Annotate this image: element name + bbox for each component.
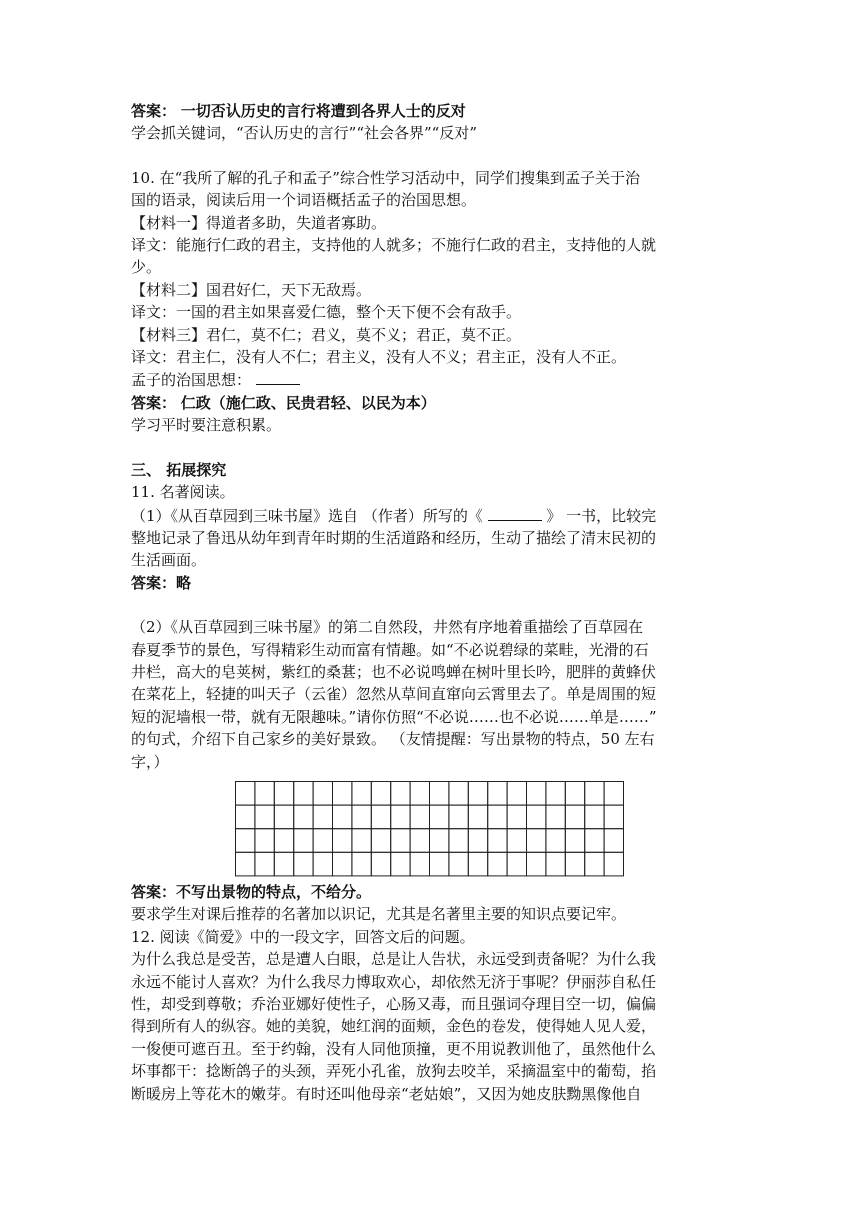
grid-cell bbox=[255, 805, 274, 829]
q10-material-1: 【材料一】得道者多助，失道者寡助。 bbox=[131, 213, 387, 232]
grid-cell bbox=[274, 781, 293, 805]
grid-cell bbox=[488, 852, 507, 876]
q11-p2-line4: 在菜花上，轻捷的叫天子（云雀）忽然从草间直窜向云霄里去了。单是周围的短 bbox=[131, 685, 657, 704]
answer-label: 答案： bbox=[131, 102, 177, 120]
grid-cell bbox=[604, 781, 623, 805]
grid-cell bbox=[236, 805, 255, 829]
grid-cell bbox=[313, 852, 332, 876]
grid-cell bbox=[391, 781, 410, 805]
grid-cell bbox=[410, 781, 429, 805]
q11-p2-line1: （2）《从百草园到三味书屋》的第二自然段，井然有序地着重描绘了百草园在 bbox=[131, 618, 644, 637]
grid-cell bbox=[274, 852, 293, 876]
grid-cell bbox=[468, 805, 487, 829]
grid-cell bbox=[546, 829, 565, 853]
grid-cell bbox=[410, 852, 429, 876]
grid-cell bbox=[488, 805, 507, 829]
grid-cell bbox=[391, 805, 410, 829]
grid-cell bbox=[371, 781, 390, 805]
q12-line4: 得到所有人的纵容。她的美貌，她红润的面颊，金色的卷发，使得她人见人爱， bbox=[131, 1017, 657, 1036]
grid-cell bbox=[565, 781, 584, 805]
q10-prompt: 孟子的治国思想： bbox=[131, 371, 252, 390]
grid-cell bbox=[410, 829, 429, 853]
grid-cell bbox=[507, 805, 526, 829]
grid-cell bbox=[255, 852, 274, 876]
grid-cell bbox=[468, 781, 487, 805]
grid-cell bbox=[527, 805, 546, 829]
q10-translation-2: 译文：一国的君主如果喜爱仁德，整个天下便不会有敌手。 bbox=[131, 303, 522, 322]
grid-cell bbox=[449, 829, 468, 853]
grid-cell bbox=[313, 829, 332, 853]
grid-cell bbox=[604, 805, 623, 829]
grid-cell bbox=[546, 805, 565, 829]
q11-p1-line2: 整地记录了鲁迅从幼年到青年时期的生活道路和经历，生动了描绘了清末民初的 bbox=[131, 528, 657, 547]
grid-cell bbox=[391, 852, 410, 876]
grid-cell bbox=[507, 781, 526, 805]
grid-cell bbox=[371, 829, 390, 853]
book-title-blank bbox=[488, 504, 542, 521]
grid-cell bbox=[565, 852, 584, 876]
grid-cell bbox=[507, 852, 526, 876]
grid-cell bbox=[236, 781, 255, 805]
grid-cell bbox=[468, 829, 487, 853]
grid-cell bbox=[488, 781, 507, 805]
answer-text: 仁政（施仁政、民贵君轻、以民为本） bbox=[180, 393, 436, 412]
grid-cell bbox=[565, 805, 584, 829]
q11-p2-line3: 井栏，高大的皂荚树，紫红的桑葚；也不必说鸣蝉在树叶里长吟，肥胖的黄蜂伏 bbox=[131, 662, 657, 681]
q12-line5: 一俊便可遮百丑。至于约翰，没有人同他顶撞，更不用说教训他了，虽然他什么 bbox=[131, 1039, 657, 1058]
q10-tip: 学习平时要注意积累。 bbox=[131, 416, 282, 435]
grid-cell bbox=[333, 781, 352, 805]
q10-prompt-line bbox=[131, 368, 731, 391]
answer-label: 答案： bbox=[131, 393, 177, 412]
answer-text: 不写出景物的特点，不给分。 bbox=[176, 882, 372, 901]
q12-line7: 断暖房上等花木的嫩芽。有时还叫他母亲“老姑娘”，又因为她皮肤黝黑像他自 bbox=[131, 1084, 642, 1103]
grid-cell bbox=[468, 852, 487, 876]
grid-cell bbox=[255, 781, 274, 805]
grid-cell bbox=[546, 781, 565, 805]
answer-text: 一切否认历史的言行将遭到各界人士的反对 bbox=[180, 102, 466, 120]
grid-cell bbox=[352, 781, 371, 805]
grid-cell bbox=[527, 829, 546, 853]
grid-cell bbox=[565, 829, 584, 853]
q11-p2-line7: 字，） bbox=[131, 752, 169, 771]
grid-cell bbox=[294, 781, 313, 805]
q10-answer-line bbox=[131, 392, 731, 414]
q10-translation-1a: 译文：能施行仁政的君主，支持他的人就多；不施行仁政的君主，支持他的人就 bbox=[131, 236, 657, 255]
q11-p1-line1 bbox=[131, 504, 731, 527]
grid-cell bbox=[294, 852, 313, 876]
q11-p2-line2: 春夏季节的景色，写得精彩生动而富有情趣。如“不必说碧绿的菜畦，光滑的石 bbox=[131, 640, 649, 659]
q10-material-3: 【材料三】君仁，莫不仁；君义，莫不义；君正，莫不正。 bbox=[131, 325, 522, 344]
grid-cell bbox=[585, 805, 604, 829]
q11-tip: 要求学生对课后推荐的名著加以识记，尤其是名著里主要的知识点要记牢。 bbox=[131, 905, 627, 924]
grid-cell bbox=[352, 852, 371, 876]
grid-cell bbox=[604, 852, 623, 876]
grid-cell bbox=[430, 781, 449, 805]
answer-text: 略 bbox=[176, 573, 192, 592]
grid-cell bbox=[430, 829, 449, 853]
grid-cell bbox=[333, 805, 352, 829]
grid-cell bbox=[236, 852, 255, 876]
grid-cell bbox=[527, 781, 546, 805]
q10-material-2: 【材料二】国君好仁，天下无敌焉。 bbox=[131, 280, 372, 299]
q12-line2: 永远不能讨人喜欢？为什么我尽力博取欢心，却依然无济于事呢？伊丽莎自私任 bbox=[131, 972, 657, 991]
q11-p1-line3: 生活画面。 bbox=[131, 551, 207, 570]
q10-translation-3: 译文：君主仁，没有人不仁；君主义，没有人不义；君主正，没有人不正。 bbox=[131, 348, 627, 367]
grid-cell bbox=[294, 829, 313, 853]
q12-line6: 坏事都干：捻断鸽子的头颈，弄死小孔雀，放狗去咬羊，采摘温室中的葡萄，掐 bbox=[131, 1062, 657, 1081]
grid-cell bbox=[333, 852, 352, 876]
q11-p1-part-a: （1）《从百草园到三味书屋》选自 （作者）所写的《 bbox=[131, 506, 483, 525]
answer-line bbox=[131, 100, 731, 122]
grid-cell bbox=[274, 829, 293, 853]
grid-cell bbox=[604, 829, 623, 853]
grid-cell bbox=[352, 829, 371, 853]
answer-blank bbox=[256, 368, 300, 385]
q11-stem: 11. 名著阅读。 bbox=[131, 483, 235, 502]
grid-cell bbox=[507, 829, 526, 853]
q10-stem-1: 10. 在“我所了解的孔子和孟子”综合性学习活动中，同学们搜集到孟子关于治 bbox=[131, 168, 640, 187]
q10-stem-2: 国的语录，阅读后用一个词语概括孟子的治国思想。 bbox=[131, 191, 477, 210]
grid-cell bbox=[294, 805, 313, 829]
grid-cell bbox=[449, 781, 468, 805]
grid-cell bbox=[449, 852, 468, 876]
grid-cell bbox=[585, 852, 604, 876]
grid-cell bbox=[449, 805, 468, 829]
grid-cell bbox=[274, 805, 293, 829]
q11-p1-part-b: 》 一书，比较完 bbox=[546, 506, 657, 525]
q10-translation-1b: 少。 bbox=[131, 258, 162, 277]
grid-cell bbox=[410, 805, 429, 829]
document-page bbox=[131, 100, 731, 1105]
grid-cell bbox=[430, 805, 449, 829]
answer-label: 答案： bbox=[131, 573, 177, 592]
q11-answer1-line bbox=[131, 572, 731, 594]
q12-line3: 性，却受到尊敬；乔治亚娜好使性子，心肠又毒，而且强词夺理目空一切，偏偏 bbox=[131, 995, 657, 1013]
grid-cell bbox=[585, 829, 604, 853]
q11-p2-line6: 的句式，介绍下自己家乡的美好景致。 （友情提醒：写出景物的特点，50 左右 bbox=[131, 730, 655, 749]
grid-cell bbox=[255, 829, 274, 853]
grid-cell bbox=[488, 829, 507, 853]
grid-cell bbox=[546, 852, 565, 876]
grid-cell bbox=[430, 852, 449, 876]
grid-cell bbox=[313, 805, 332, 829]
answer-label: 答案： bbox=[131, 882, 177, 901]
grid-cell bbox=[371, 852, 390, 876]
q11-answer2-line bbox=[131, 881, 731, 903]
q12-stem: 12. 阅读《简爱》中的一段文字，回答文后的问题。 bbox=[131, 927, 475, 946]
grid-cell bbox=[352, 805, 371, 829]
grid-cell bbox=[333, 829, 352, 853]
writing-grid bbox=[235, 781, 625, 877]
grid-cell bbox=[313, 781, 332, 805]
grid-cell bbox=[236, 829, 255, 853]
tip-line: 学会抓关键词，“否认历史的言行”“社会各界”“反对” bbox=[131, 124, 478, 143]
grid-cell bbox=[371, 805, 390, 829]
section-title: 三、 拓展探究 bbox=[131, 460, 227, 479]
grid-cell bbox=[585, 781, 604, 805]
q12-line1: 为什么我总是受苦，总是遭人白眼，总是让人告状，永远受到责备呢？为什么我 bbox=[131, 950, 657, 969]
q11-p2-line5: 短的泥墙根一带，就有无限趣味。”请你仿照“不必说……也不必说……单是……” bbox=[131, 707, 657, 726]
grid-cell bbox=[527, 852, 546, 876]
grid-cell bbox=[391, 829, 410, 853]
